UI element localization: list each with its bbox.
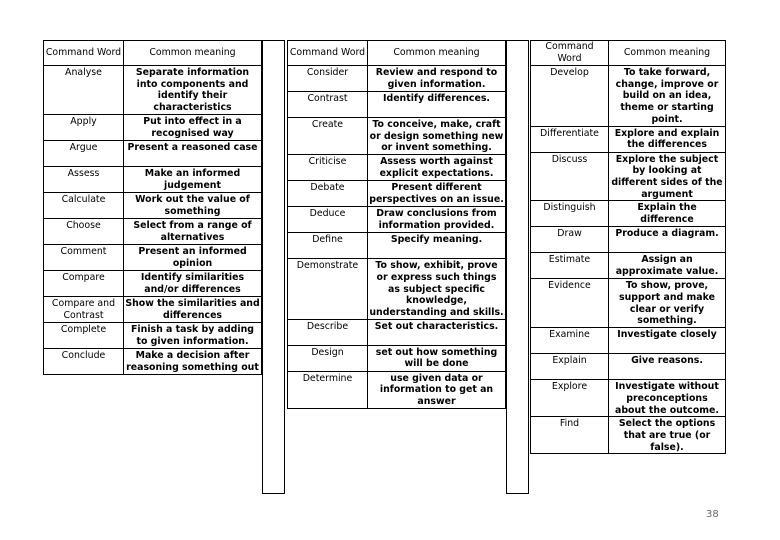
table-row <box>531 279 726 328</box>
meaning-cell: Select the options that are true (or false). <box>609 417 726 454</box>
header-command-word: Command Word <box>44 41 124 66</box>
table-header-row <box>288 41 506 66</box>
meaning-cell: Identify similarities and/or differences <box>124 270 262 296</box>
table-row <box>288 233 506 259</box>
meaning-cell: Present an informed opinion <box>124 244 262 270</box>
meaning-cell: Present a reasoned case <box>124 140 262 166</box>
header-meaning: Common meaning <box>124 41 262 66</box>
command-word-cell: Distinguish <box>531 201 609 227</box>
table-row <box>44 218 262 244</box>
table-row <box>531 66 726 127</box>
column-separator <box>506 40 529 494</box>
command-word-cell: Complete <box>44 322 124 348</box>
command-table-1 <box>43 40 262 375</box>
meaning-cell: Identify differences. <box>368 92 506 118</box>
command-word-cell: Draw <box>531 227 609 253</box>
command-word-cell: Deduce <box>288 207 368 233</box>
table-row <box>44 270 262 296</box>
meaning-cell: Review and respond to given information. <box>368 66 506 92</box>
table-row <box>288 181 506 207</box>
table-row <box>44 296 262 322</box>
command-word-cell: Explain <box>531 354 609 380</box>
table-row <box>288 118 506 155</box>
command-word-cell: Find <box>531 417 609 454</box>
command-word-cell: Choose <box>44 218 124 244</box>
table-header-row <box>44 41 262 66</box>
table-row <box>288 207 506 233</box>
table-row <box>288 92 506 118</box>
table-row <box>288 371 506 408</box>
command-word-cell: Determine <box>288 371 368 408</box>
header-meaning: Common meaning <box>368 41 506 66</box>
table-row <box>288 345 506 371</box>
command-word-cell: Discuss <box>531 152 609 201</box>
meaning-cell: To conceive, make, craft or design something new or invent something. <box>368 118 506 155</box>
command-word-cell: Analyse <box>44 66 124 115</box>
meaning-cell: use given data or information to get an answer <box>368 371 506 408</box>
table-row <box>531 380 726 417</box>
table-row <box>44 322 262 348</box>
header-meaning: Common meaning <box>609 41 726 66</box>
table-row <box>531 152 726 201</box>
table-row <box>44 166 262 192</box>
meaning-cell: Draw conclusions from information provided. <box>368 207 506 233</box>
meaning-cell: Assign an approximate value. <box>609 253 726 279</box>
meaning-cell: Make an informed judgement <box>124 166 262 192</box>
meaning-cell: Produce a diagram. <box>609 227 726 253</box>
meaning-cell: set out how something will be done <box>368 345 506 371</box>
table-row <box>288 66 506 92</box>
meaning-cell: Work out the value of something <box>124 192 262 218</box>
meaning-cell: Select from a range of alternatives <box>124 218 262 244</box>
meaning-cell: Give reasons. <box>609 354 726 380</box>
meaning-cell: Specify meaning. <box>368 233 506 259</box>
command-word-cell: Differentiate <box>531 126 609 152</box>
command-word-cell: Explore <box>531 380 609 417</box>
command-word-cell: Examine <box>531 328 609 354</box>
command-word-cell: Apply <box>44 114 124 140</box>
table-row <box>531 201 726 227</box>
meaning-cell: Explore the subject by looking at different sides of the argument <box>609 152 726 201</box>
meaning-cell: Finish a task by adding to given information. <box>124 322 262 348</box>
meaning-cell: Assess worth against explicit expectations. <box>368 155 506 181</box>
table-row <box>44 66 262 115</box>
meaning-cell: To take forward, change, improve or build on an idea, theme or starting point. <box>609 66 726 127</box>
meaning-cell: To show, prove, support and make clear or verify something. <box>609 279 726 328</box>
meaning-cell: Separate information into components and identify their characteristics <box>124 66 262 115</box>
command-word-cell: Calculate <box>44 192 124 218</box>
meaning-cell: Show the similarities and differences <box>125 297 260 321</box>
meaning-cell: Explore and explain the differences <box>609 126 726 152</box>
column-separator <box>262 40 285 494</box>
table-row <box>531 417 726 454</box>
meaning-cell: Set out characteristics. <box>368 319 506 345</box>
table-row <box>531 227 726 253</box>
command-word-cell: Argue <box>44 140 124 166</box>
command-word-cell: Estimate <box>531 253 609 279</box>
command-word-cell: Comment <box>44 244 124 270</box>
table-row <box>44 192 262 218</box>
table-row <box>288 155 506 181</box>
table-header-row <box>531 41 726 66</box>
table-row <box>288 259 506 320</box>
meaning-cell: Explain the difference <box>609 201 726 227</box>
table-row <box>531 253 726 279</box>
command-word-cell: Debate <box>288 181 368 207</box>
command-table-2 <box>287 40 506 409</box>
command-word-cell: Contrast <box>288 92 368 118</box>
header-command-word: Command Word <box>288 41 368 66</box>
table-row <box>288 319 506 345</box>
command-word-cell: Conclude <box>44 348 124 374</box>
command-word-cell: Demonstrate <box>288 259 368 320</box>
header-command-word: Command Word <box>531 41 609 66</box>
meaning-cell: Make a decision after reasoning something out <box>124 348 262 374</box>
command-word-cell: Criticise <box>288 155 368 181</box>
meaning-cell: Investigate closely <box>609 328 726 354</box>
command-word-cell: Define <box>288 233 368 259</box>
command-word-cell: Design <box>288 345 368 371</box>
meaning-cell: Investigate without preconceptions about the outcome. <box>609 380 726 417</box>
page-number: 38 <box>706 509 719 520</box>
command-word-cell: Describe <box>288 319 368 345</box>
command-word-cell: Compare <box>44 270 124 296</box>
meaning-cell: Present different perspectives on an issue. <box>369 182 504 205</box>
command-word-cell: Evidence <box>531 279 609 328</box>
command-word-cell: Create <box>288 118 368 155</box>
command-word-cell: Consider <box>288 66 368 92</box>
table-row <box>44 140 262 166</box>
table-row <box>531 328 726 354</box>
command-word-cell: Compare and Contrast <box>44 296 124 322</box>
table-row <box>44 244 262 270</box>
command-word-cell: Develop <box>531 66 609 127</box>
table-row <box>44 114 262 140</box>
meaning-cell: Put into effect in a recognised way <box>124 114 262 140</box>
table-row <box>44 348 262 374</box>
meaning-cell: To show, exhibit, prove or express such things as subject specific knowledge, understanding and skills. <box>369 260 504 318</box>
table-row <box>531 126 726 152</box>
command-word-cell: Assess <box>44 166 124 192</box>
command-table-3 <box>530 40 726 454</box>
table-row <box>531 354 726 380</box>
